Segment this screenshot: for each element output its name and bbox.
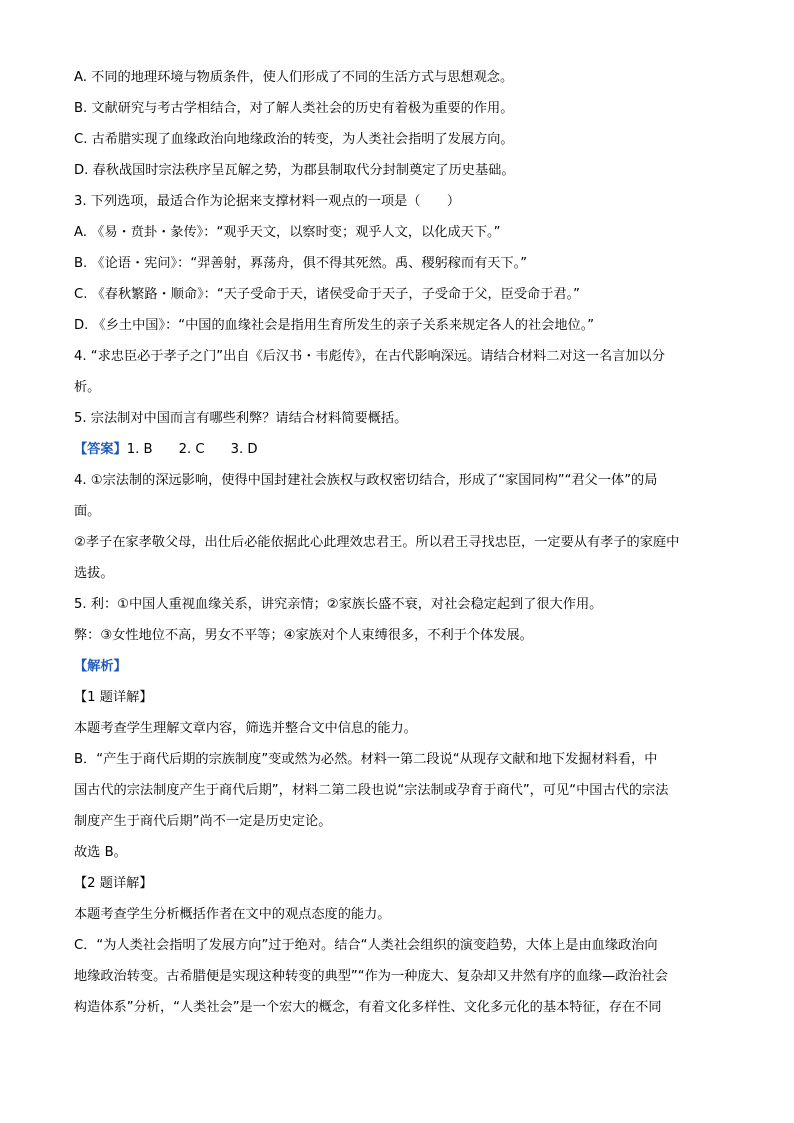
question-3-stem: 3. 下列选项，最适合作为论据来支撑材料一观点的一项是（ ）: [74, 194, 461, 209]
detail-2-line-2: C．“为人类社会指明了发展方向”过于绝对。结合“人类社会组织的演变趋势，大体上是由血缘政治向: [74, 938, 658, 953]
detail-2-line-3: 地缘政治转变。古希腊便是实现这种转变的典型”“作为一种庞大、复杂却又井然有序的血缘—政治社会: [74, 969, 668, 984]
question-4-line-2: 析。: [74, 380, 101, 395]
answer-label: 【答案】: [74, 442, 127, 457]
question-3-option-a: A. 《易・贲卦・彖传》：“观乎天文，以察时变；观乎人文，以化成天下。”: [74, 225, 501, 240]
detail-1-line-5: 故选 B。: [74, 845, 127, 860]
option-a: A. 不同的地理环境与物质条件，使人们形成了不同的生活方式与思想观念。: [74, 70, 514, 85]
answer-3: 3. D: [230, 442, 258, 457]
answer-summary: [74, 434, 724, 465]
detail-1-title: 【1 题详解】: [74, 690, 153, 705]
document-content: [74, 62, 724, 1023]
answer-1: 1. B: [126, 442, 153, 457]
answer-4-line-4: 选拔。: [74, 566, 114, 581]
option-d: D. 春秋战国时宗法秩序呈瓦解之势，为郡县制取代分封制奠定了历史基础。: [74, 163, 515, 178]
detail-1-line-1: 本题考查学生理解文章内容，筛选并整合文中信息的能力。: [74, 721, 417, 736]
question-5-stem: 5. 宗法制对中国而言有哪些利弊？请结合材料简要概括。: [74, 411, 408, 426]
question-3-option-b: B. 《论语・宪问》：“羿善射，奡荡舟，俱不得其死然。禹、稷躬稼而有天下。”: [74, 256, 528, 271]
option-c: C. 古希腊实现了血缘政治向地缘政治的转变，为人类社会指明了发展方向。: [74, 132, 514, 147]
answer-2: 2. C: [178, 442, 205, 457]
detail-1-line-2: B．“产生于商代后期的宗族制度”变或然为必然。材料一第二段说“从现存文献和地下发掘材料看，中: [74, 752, 658, 767]
answer-4-line-2: 面。: [74, 504, 101, 519]
detail-1-line-4: 制度产生于商代后期”尚不一定是历史定论。: [74, 814, 332, 829]
detail-2-title: 【2 题详解】: [74, 876, 153, 891]
detail-1-line-3: 国古代的宗法制度产生于商代后期”，材料二第二段也说“宗法制或孕育于商代”，可见“中国古代的宗法: [74, 783, 669, 798]
answer-5-line-2: 弊：③女性地位不高，男女不平等；④家族对个人束缚很多，不利于个体发展。: [74, 628, 533, 643]
detail-2-line-1: 本题考查学生分析概括作者在文中的观点态度的能力。: [74, 907, 391, 922]
question-3-option-c: C. 《春秋繁路・顺命》：“天子受命于天，诸侯受命于天子，子受命于父，臣受命于君。”: [74, 287, 580, 302]
option-b: B. 文献研究与考古学相结合，对了解人类社会的历史有着极为重要的作用。: [74, 101, 514, 116]
answer-5-line-1: 5. 利：①中国人重视血缘关系，讲究亲情；②家族长盛不衰，对社会稳定起到了很大作用。: [74, 597, 603, 612]
answer-4-line-1: 4. ①宗法制的深远影响，使得中国封建社会族权与政权密切结合，形成了“家国同构”“君父一体”的局: [74, 473, 658, 488]
question-4-line-1: 4. “求忠臣必于孝子之门”出自《后汉书・韦彪传》，在古代影响深远。请结合材料二对这一名言加以分: [74, 349, 665, 364]
analysis-label: 【解析】: [74, 659, 127, 674]
question-3-option-d: D. 《乡土中国》：“中国的血缘社会是指用生育所发生的亲子关系来规定各人的社会地位。”: [74, 318, 595, 333]
answer-4-line-3: ②孝子在家孝敬父母，出仕后必能依据此心此理效忠君王。所以君王寻找忠臣，一定要从有孝子的家庭中: [74, 535, 680, 550]
detail-2-line-4: 构造体系”分析，“人类社会”是一个宏大的概念，有着文化多样性、文化多元化的基本特征，存在不同: [74, 1000, 662, 1015]
